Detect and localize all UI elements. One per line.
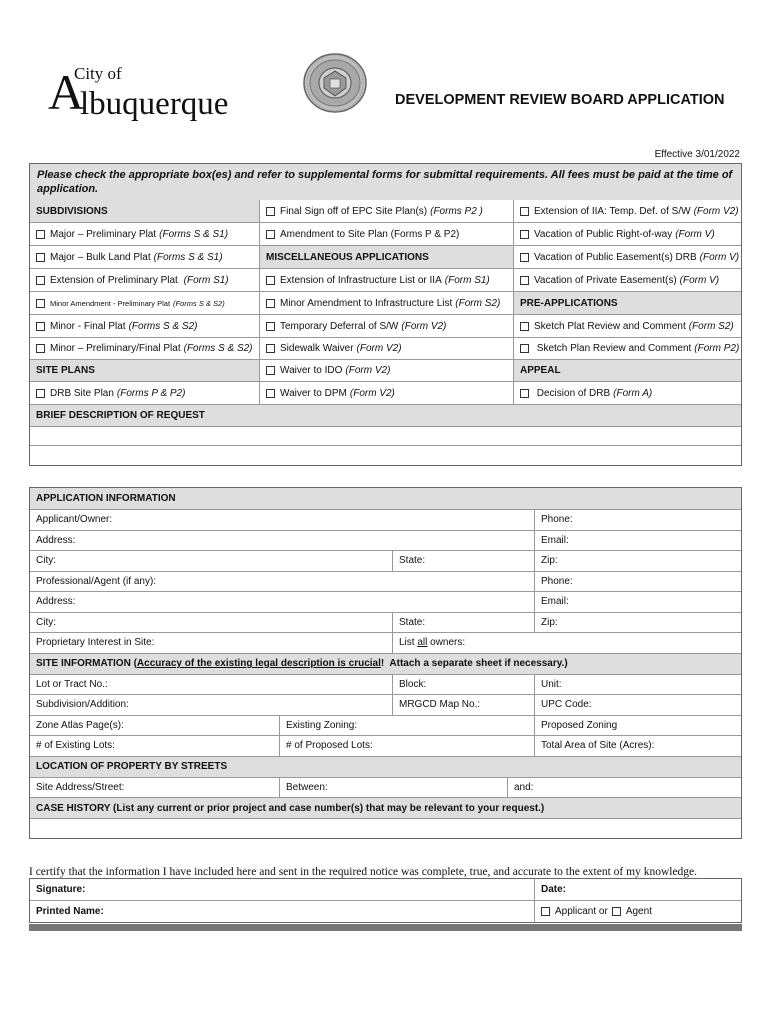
request-option-label: Minor Amendment - Preliminary Plat — [50, 298, 171, 308]
request-checkbox[interactable] — [36, 389, 45, 398]
block-field[interactable]: Block: — [392, 675, 534, 695]
logo-city-of: City of — [74, 64, 122, 83]
agent-zip-field[interactable]: Zip: — [534, 613, 741, 633]
applicant-email-field[interactable]: Email: — [534, 531, 741, 551]
request-checkbox[interactable] — [266, 299, 275, 308]
proprietary-interest-field[interactable]: Proprietary Interest in Site: — [36, 637, 155, 649]
request-option-label: Sketch Plan Review and Comment — [534, 343, 692, 354]
request-option[interactable] — [259, 315, 513, 337]
request-checkbox[interactable] — [36, 344, 45, 353]
request-option-label: Minor Amendment to Infrastructure List — [280, 297, 453, 309]
applicant-city-field[interactable]: City: — [36, 555, 56, 567]
location-header: LOCATION OF PROPERTY BY STREETS — [30, 757, 741, 777]
request-checkbox[interactable] — [266, 322, 275, 331]
request-checkbox[interactable] — [266, 230, 275, 239]
list-all-owners-label-pre: List — [399, 637, 418, 649]
request-option-form: (Form P2) — [694, 343, 740, 354]
request-option-label: Major – Bulk Land Plat — [50, 251, 151, 263]
instructions-text: Please check the appropriate box(es) and refer to supplemental forms for submittal requirements. All fees must be paid at the time of application. — [30, 164, 741, 200]
section-header: APPEAL — [513, 360, 741, 381]
request-checkbox[interactable] — [520, 389, 529, 398]
agent-email-field[interactable]: Email: — [534, 592, 741, 612]
applicant-checkbox[interactable] — [541, 907, 550, 916]
request-option[interactable] — [513, 200, 741, 222]
effective-date: Effective 3/01/2022 — [654, 149, 740, 160]
agent-phone-field[interactable]: Phone: — [534, 572, 741, 592]
request-option[interactable] — [30, 338, 259, 359]
request-option[interactable] — [30, 315, 259, 337]
request-checkbox[interactable] — [266, 207, 275, 216]
request-option[interactable] — [259, 292, 513, 314]
list-all-owners-label-all: all — [417, 637, 428, 649]
request-option-form: (Form V) — [679, 274, 720, 286]
request-option-label: Minor – Preliminary/Final Plat — [50, 343, 181, 354]
page-title: DEVELOPMENT REVIEW BOARD APPLICATION — [395, 92, 725, 108]
request-type-table — [29, 163, 742, 466]
city-logo — [48, 62, 268, 132]
request-checkbox[interactable] — [266, 276, 275, 285]
request-option-form: (Form S2) — [688, 320, 734, 332]
request-option-label: Extension of IIA: Temp. Def. of S/W — [534, 205, 691, 217]
request-option-label: Waiver to IDO — [280, 365, 343, 376]
request-option-form: (Forms S & S2) — [183, 343, 253, 354]
request-option[interactable] — [259, 269, 513, 291]
request-option[interactable] — [259, 223, 513, 245]
printed-name-field[interactable]: Printed Name: — [36, 906, 104, 917]
brief-description-line-2[interactable] — [30, 446, 741, 465]
request-option-form: (Forms P & P2) — [116, 387, 186, 399]
application-info-table — [29, 487, 742, 839]
request-option-label: Major – Preliminary Plat — [50, 228, 157, 240]
request-option[interactable] — [30, 269, 259, 291]
agent-checkbox[interactable] — [612, 907, 621, 916]
request-option[interactable] — [259, 360, 513, 381]
request-option-label: Waiver to DPM — [280, 387, 347, 399]
applicant-label: Applicant or — [555, 906, 608, 917]
request-option-label: Vacation of Private Easement(s) — [534, 274, 677, 286]
between-field[interactable]: Between: — [279, 778, 508, 798]
case-history-header: CASE HISTORY (List any current or prior project and case number(s) that may be relevant to your request.) — [30, 798, 741, 818]
request-option-form: (Forms S & S1) — [153, 251, 223, 263]
request-checkbox[interactable] — [520, 276, 529, 285]
mrgcd-map-field[interactable]: MRGCD Map No.: — [392, 695, 534, 715]
date-field[interactable]: Date: — [534, 879, 741, 900]
existing-lots-field[interactable]: # of Existing Lots: — [36, 740, 115, 752]
site-address-field[interactable]: Site Address/Street: — [36, 781, 125, 793]
request-checkbox[interactable] — [36, 322, 45, 331]
request-option-form: (Form V2) — [693, 205, 739, 217]
request-option-label: Final Sign off of EPC Site Plan(s) — [280, 205, 428, 217]
request-option-form: (Form V2) — [401, 320, 447, 332]
request-option[interactable] — [259, 382, 513, 404]
request-checkbox[interactable] — [520, 344, 529, 353]
request-option-label: Temporary Deferral of S/W — [280, 320, 399, 332]
request-option-label: Minor - Final Plat — [50, 320, 126, 332]
request-option-label: Extension of Preliminary Plat — [50, 274, 181, 286]
request-option-form: (Forms S & S1) — [159, 228, 229, 240]
request-option[interactable] — [513, 315, 741, 337]
request-checkbox[interactable] — [266, 344, 275, 353]
request-checkbox[interactable] — [36, 230, 45, 239]
brief-description-header: BRIEF DESCRIPTION OF REQUEST — [30, 405, 741, 426]
section-header: SUBDIVISIONS — [30, 200, 259, 222]
request-checkbox[interactable] — [520, 230, 529, 239]
section-header: PRE-APPLICATIONS — [513, 292, 741, 314]
applicant-phone-field[interactable]: Phone: — [534, 510, 741, 530]
subdivision-field[interactable]: Subdivision/Addition: — [36, 699, 129, 711]
request-option-label: Vacation of Public Easement(s) DRB — [534, 251, 697, 263]
certification-statement: I certify that the information I have included here and sent in the required notice was complete, true, and accurate to the extent of my knowledge. — [29, 866, 698, 878]
existing-zoning-field[interactable]: Existing Zoning: — [279, 716, 534, 736]
request-option-form: (Form V2) — [349, 387, 395, 399]
agent-label: Agent — [625, 906, 652, 917]
request-option-form: (Form V2) — [345, 365, 391, 376]
applicant-agent-selector — [534, 901, 741, 922]
request-option[interactable] — [513, 223, 741, 245]
total-area-field[interactable]: Total Area of Site (Acres): — [534, 736, 741, 756]
request-option-form: (Form V) — [675, 228, 715, 240]
site-info-header-post: ! Attach a separate sheet if necessary.) — [380, 658, 568, 669]
upc-code-field[interactable]: UPC Code: — [534, 695, 741, 715]
zone-atlas-field[interactable]: Zone Atlas Page(s): — [36, 719, 124, 731]
request-option-form: (Form V2) — [356, 343, 402, 354]
request-option-label: Sketch Plat Review and Comment — [534, 320, 686, 332]
case-history-field[interactable] — [30, 819, 741, 838]
request-option[interactable] — [30, 382, 259, 404]
agent-state-field[interactable]: State: — [392, 613, 534, 633]
request-option-form: (Forms S & S2) — [128, 320, 198, 332]
proposed-lots-field[interactable]: # of Proposed Lots: — [279, 736, 534, 756]
request-option-form: (Form S1) — [183, 274, 229, 286]
request-checkbox[interactable] — [266, 366, 275, 375]
request-option[interactable] — [513, 382, 741, 404]
site-info-header-pre: SITE INFORMATION ( — [36, 658, 137, 669]
applicant-address-field[interactable]: Address: — [36, 534, 76, 546]
request-option-label: Sidewalk Waiver — [280, 343, 354, 354]
request-option-form: (Form V) — [699, 251, 740, 263]
application-info-header: APPLICATION INFORMATION — [30, 488, 741, 509]
agent-city-field[interactable]: City: — [36, 616, 56, 628]
request-option[interactable] — [30, 223, 259, 245]
request-option[interactable] — [30, 246, 259, 268]
applicant-zip-field[interactable]: Zip: — [534, 551, 741, 571]
brief-description-line-1[interactable] — [30, 427, 741, 445]
site-info-header-crucial: Accuracy of the existing legal description is crucial — [136, 658, 381, 669]
request-option[interactable] — [259, 200, 513, 222]
request-checkbox[interactable] — [36, 253, 45, 262]
request-checkbox[interactable] — [520, 207, 529, 216]
request-option-form: (Form S2) — [455, 297, 501, 309]
request-checkbox[interactable] — [520, 253, 529, 262]
signature-table — [29, 878, 742, 923]
unit-field[interactable]: Unit: — [534, 675, 741, 695]
lot-tract-field[interactable]: Lot or Tract No.: — [36, 678, 108, 690]
city-seal-icon — [302, 52, 368, 114]
request-option-label: Extension of Infrastructure List or IIA — [280, 274, 442, 286]
request-option-label: Amendment to Site Plan (Forms P & P2) — [280, 228, 460, 240]
request-option-form: (Form S1) — [444, 274, 490, 286]
logo-initial: A — [48, 64, 85, 120]
request-checkbox[interactable] — [36, 299, 45, 308]
applicant-state-field[interactable]: State: — [392, 551, 534, 571]
and-field[interactable]: and: — [514, 781, 534, 793]
request-option-form: (Forms P2 ) — [430, 205, 483, 217]
list-all-owners-field[interactable] — [392, 633, 741, 653]
section-header: MISCELLANEOUS APPLICATIONS — [259, 246, 513, 268]
request-checkbox[interactable] — [520, 322, 529, 331]
request-option[interactable] — [30, 292, 259, 314]
request-option-label: DRB Site Plan — [50, 387, 114, 399]
list-all-owners-label-post: owners: — [427, 637, 466, 649]
footer-bar — [29, 924, 742, 931]
proposed-zoning-field[interactable]: Proposed Zoning — [534, 716, 741, 736]
request-option[interactable] — [513, 338, 741, 359]
request-option[interactable] — [513, 269, 741, 291]
professional-agent-field[interactable]: Professional/Agent (if any): — [36, 575, 157, 587]
request-checkbox[interactable] — [36, 276, 45, 285]
applicant-owner-field[interactable]: Applicant/Owner: — [36, 514, 113, 526]
request-option-form: (Forms S & S2) — [173, 298, 225, 308]
request-option[interactable] — [513, 246, 741, 268]
request-option-label: Vacation of Public Right-of-way — [534, 228, 673, 240]
agent-address-field[interactable]: Address: — [36, 596, 76, 608]
site-info-header — [30, 654, 741, 674]
request-option-form: (Form A) — [613, 387, 653, 399]
request-checkbox[interactable] — [266, 389, 275, 398]
request-option[interactable] — [259, 338, 513, 359]
logo-albuquerque: lbuquerque — [80, 86, 229, 122]
request-option-label: Decision of DRB — [534, 387, 611, 399]
signature-field[interactable]: Signature: — [36, 884, 86, 895]
section-header: SITE PLANS — [30, 360, 259, 381]
